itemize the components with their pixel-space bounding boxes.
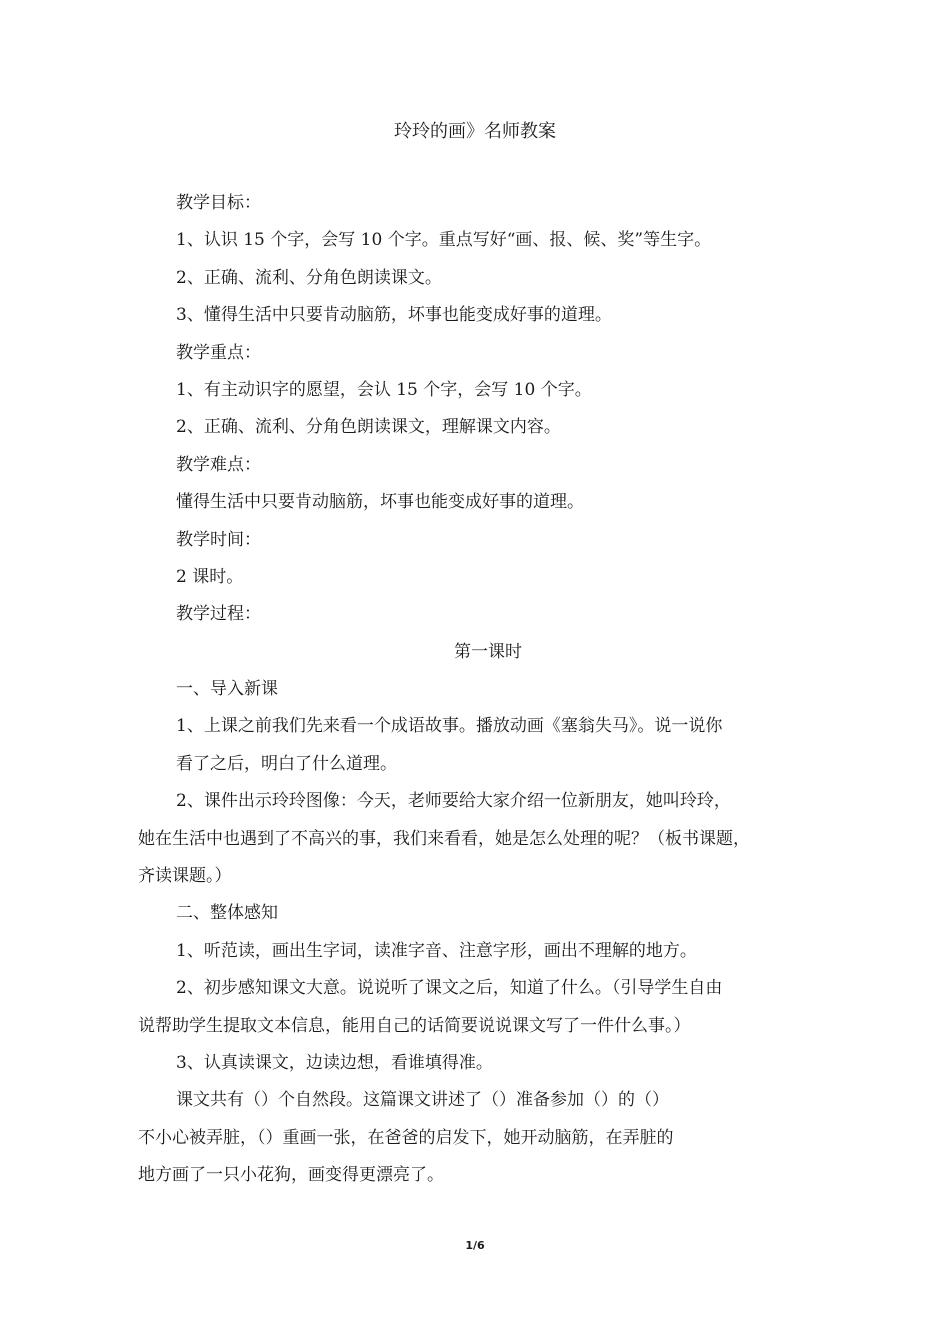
paragraph: 看了之后，明白了什么道理。: [176, 753, 397, 774]
document-body: [138, 189, 838, 1199]
paragraph: 2、课件出示玲玲图像：今天，老师要给大家介绍一位新朋友，她叫玲玲，: [176, 791, 731, 812]
paragraph: 3、认真读课文，边读边想，看谁填得准。: [176, 1052, 493, 1073]
subsection-heading: 二、整体感知: [176, 903, 278, 924]
section-heading-key-points: 教学重点：: [176, 342, 261, 363]
paragraph: 2、初步感知课文大意。说说听了课文之后，知道了什么。（引导学生自由: [176, 978, 723, 999]
subsection-heading: 一、导入新课: [176, 679, 278, 700]
paragraph: 她在生活中也遇到了不高兴的事，我们来看看，她是怎么处理的呢？（板书课题，: [138, 828, 750, 849]
paragraph: 2、正确、流利、分角色朗读课文，理解课文内容。: [176, 417, 561, 438]
paragraph: 1、有主动识字的愿望，会认 15 个字，会写 10 个字。: [176, 379, 592, 400]
section-heading-objectives: 教学目标：: [176, 193, 261, 213]
paragraph: 1、上课之前我们先来看一个成语故事。播放动画《塞翁失马》。说一说你: [176, 716, 723, 737]
document-title: 玲玲的画》名师教案: [394, 121, 556, 142]
paragraph: 1、听范读，画出生字词，读准字音、注意字形，画出不理解的地方。: [176, 940, 697, 961]
paragraph: 不小心被弄脏，（）重画一张，在爸爸的启发下，她开动脑筋，在弄脏的: [138, 1127, 674, 1148]
paragraph: 3、懂得生活中只要肯动脑筋，坏事也能变成好事的道理。: [176, 305, 612, 326]
page-number: 1/6: [465, 1239, 485, 1252]
section-heading-difficulties: 教学难点：: [176, 454, 261, 475]
paragraph: 2 课时。: [176, 566, 244, 587]
paragraph: 课文共有（）个自然段。这篇课文讲述了（）准备参加（）的（）: [176, 1090, 669, 1111]
section-heading-time: 教学时间：: [176, 529, 261, 550]
paragraph: 齐读课题。）: [138, 866, 232, 887]
section-heading-process: 教学过程：: [176, 604, 261, 625]
lesson-heading: 第一课时: [454, 641, 522, 662]
paragraph: 懂得生活中只要肯动脑筋，坏事也能变成好事的道理。: [176, 492, 584, 513]
paragraph: 地方画了一只小花狗，画变得更漂亮了。: [138, 1165, 444, 1186]
paragraph: 说帮助学生提取文本信息，能用自己的话简要说说课文写了一件什么事。）: [138, 1015, 691, 1036]
paragraph: 2、正确、流利、分角色朗读课文。: [176, 267, 442, 288]
paragraph: 1、认识 15 个字，会写 10 个字。重点写好“画、报、候、奖”等生字。: [176, 230, 712, 251]
